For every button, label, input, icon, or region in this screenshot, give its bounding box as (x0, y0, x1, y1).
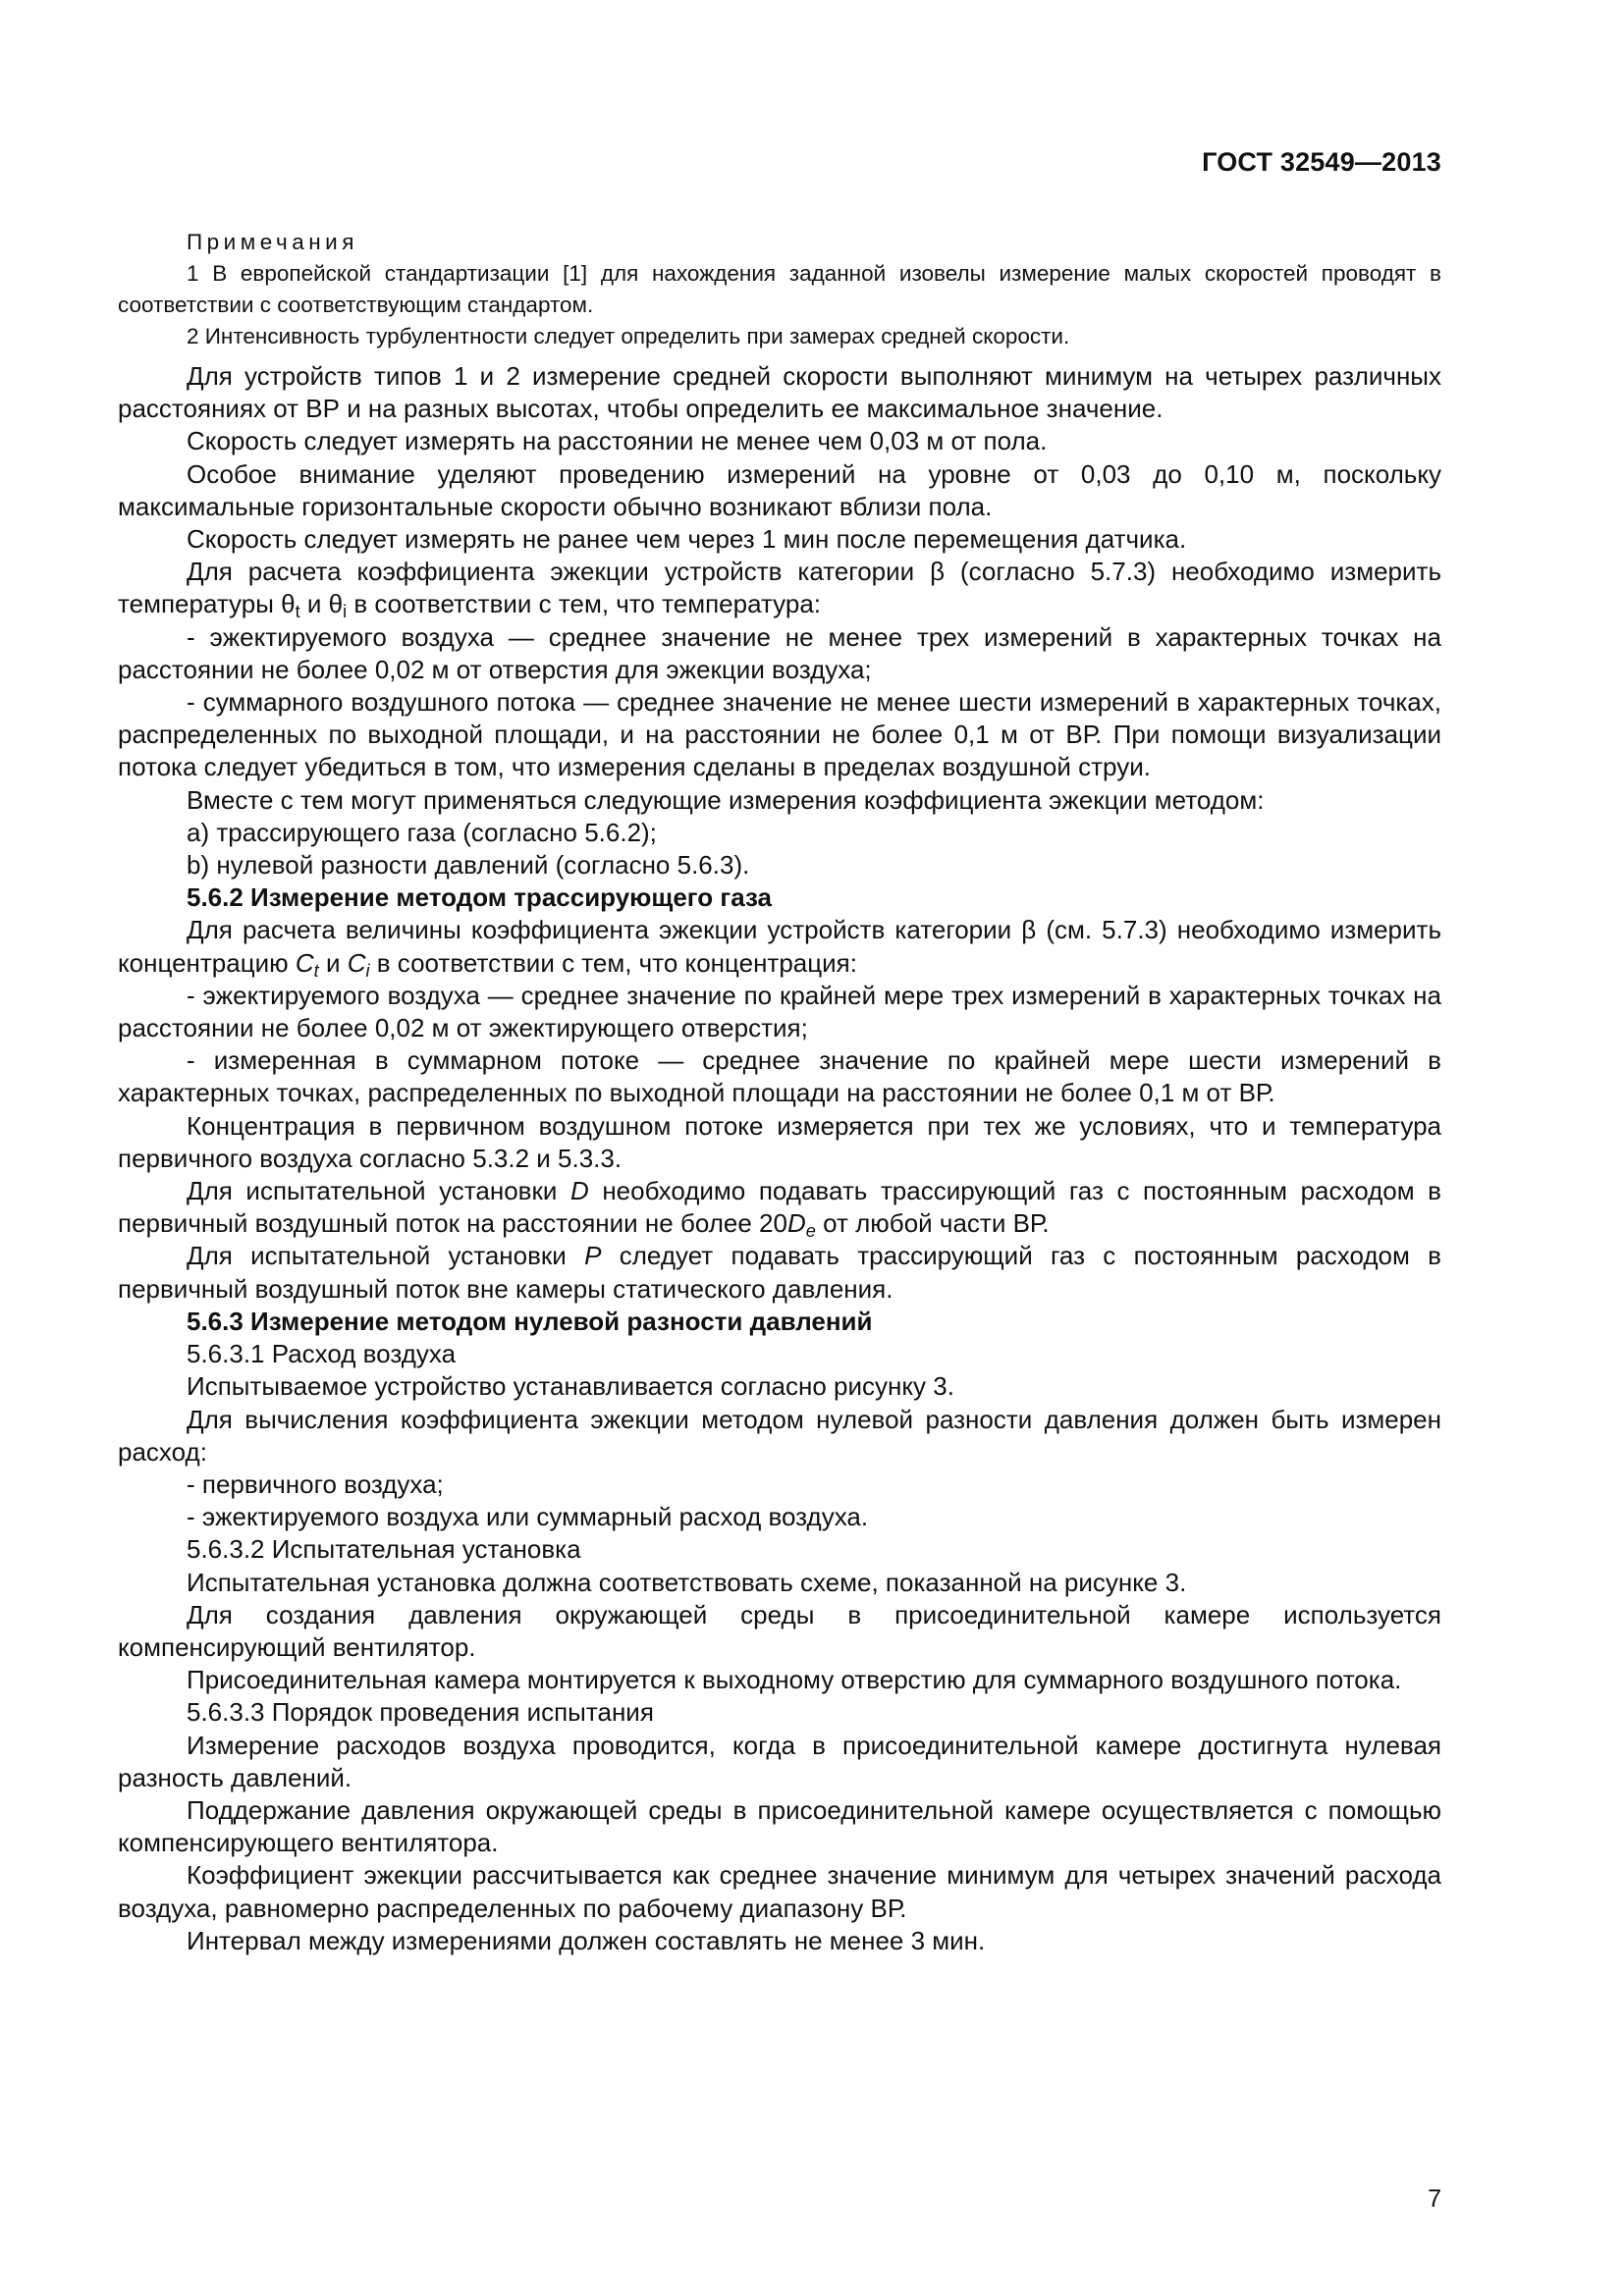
paragraph: - измеренная в суммарном потоке — среднее значение по крайней мере шести измерений в характерных точках, распределенных по выходной площади на расстоянии не более 0,1 м от ВР. (118, 1045, 1441, 1108)
paragraph-concentration: Для расчета величины коэффициента эжекции устройств категории β (см. 5.7.3) необходимо измерить концентрацию $C_t$ и $C_i$ в соответствии с тем, что концентрация: (118, 915, 1441, 981)
paragraph: - эжектируемого воздуха — среднее значение по крайней мере трех измерений в характерных точках на расстоянии не более 0,02 м от эжектирующего отверстия; (118, 980, 1441, 1043)
list-item: - эжектируемого воздуха или суммарный расход воздуха. (187, 1502, 869, 1532)
paragraph: - эжектируемого воздуха — среднее значение не менее трех измерений в характерных точках на расстоянии не более 0,02 м от отверстия для эжекции воздуха; (118, 621, 1441, 684)
paragraph: Концентрация в первичном воздушном потоке измеряется при тех же условиях, что и температура первичного воздуха согласно 5.3.2 и 5.3.3. (118, 1110, 1441, 1173)
section-heading: 5.6.3 Измерение методом нулевой разности давлений (187, 1306, 873, 1336)
paragraph: Особое внимание уделяют проведению измерений на уровне от 0,03 до 0,10 м, поскольку максимальные горизонтальные скорости обычно возникают вблизи пола. (118, 458, 1441, 521)
list-item: - первичного воздуха; (187, 1468, 444, 1499)
document-number: ГОСТ 32549—2013 (1202, 147, 1441, 177)
paragraph: Измерение расходов воздуха проводится, когда в присоединительной камере достигнута нулевая разность давлений. (118, 1730, 1441, 1792)
paragraph: Присоединительная камера монтируется к выходному отверстию для суммарного воздушного потока. (187, 1665, 1402, 1695)
subsection-title: 5.6.3.1 Расход воздуха (187, 1339, 457, 1369)
paragraph: Скорость следует измерять не ранее чем через 1 мин после перемещения датчика. (187, 524, 1187, 555)
paragraph: Испытываемое устройство устанавливается согласно рисунку 3. (187, 1371, 954, 1402)
subsection-title: 5.6.3.3 Порядок проведения испытания (187, 1697, 654, 1728)
subsection-title: 5.6.3.2 Испытательная установка (187, 1534, 581, 1565)
paragraph: Вместе с тем могут применяться следующие измерения коэффициента эжекции методом: (187, 784, 1265, 815)
list-item: b) нулевой разности давлений (согласно 5.6.3). (187, 850, 750, 881)
note-item: 1 В европейской стандартизации [1] для нахождения заданной изовелы измерение малых скоростей проводят в соответствии с соответствующим стандартом. (118, 261, 1441, 317)
paragraph: Скорость следует измерять на расстоянии не менее чем 0,03 м от пола. (187, 426, 1048, 456)
paragraph-setup-p: Для испытательной установки P следует подавать трассирующий газ с постоянным расходом в первичный воздушный поток вне камеры статического давления. (118, 1241, 1441, 1304)
paragraph: - суммарного воздушного потока — среднее значение не менее шести измерений в характерных точках, распределенных по выходной площади, и на расстоянии не более 0,1 м от ВР. При помощи визуализации потока следует убедиться в том, что измерения сделаны в пределах воздушной струи. (118, 687, 1441, 782)
notes-title: Примечания (187, 230, 358, 254)
paragraph: Интервал между измерениями должен составлять не менее 3 мин. (187, 1925, 986, 1955)
list-item: а) трассирующего газа (согласно 5.6.2); (187, 817, 657, 847)
note-item: 2 Интенсивность турбулентности следует определить при замерах средней скорости. (187, 324, 1070, 348)
paragraph: Поддержание давления окружающей среды в присоединительной камере осуществляется с помощью компенсирующего вентилятора. (118, 1794, 1441, 1858)
document-body (118, 360, 1441, 1957)
section-heading: 5.6.2 Измерение методом трассирующего газа (187, 882, 773, 913)
paragraph: Испытательная установка должна соответствовать схеме, показанной на рисунке 3. (187, 1567, 1187, 1597)
paragraph: Для вычисления коэффициента эжекции методом нулевой разности давления должен быть измерен расход: (118, 1404, 1441, 1467)
paragraph: Для устройств типов 1 и 2 измерение средней скорости выполняют минимум на четырех различных расстояниях от ВР и на разных высотах, чтобы определить ее максимальное значение. (118, 361, 1441, 424)
paragraph-temperatures: Для расчета коэффициента эжекции устройств категории β (согласно 5.7.3) необходимо измерить температуры $\theta_t$ и $\theta_i$ в соответствии с тем, что температура: (118, 557, 1441, 622)
notes-block (118, 227, 1441, 352)
paragraph: Коэффициент эжекции рассчитывается как среднее значение минимум для четырех значений расхода воздуха, равномерно распределенных по рабочему диапазону ВР. (118, 1860, 1441, 1923)
paragraph-setup-d: Для испытательной установки D необходимо подавать трассирующий газ с постоянным расходом в первичный воздушный поток на расстоянии не более $20D_e$ от любой части ВР. (118, 1176, 1441, 1242)
paragraph: Для создания давления окружающей среды в присоединительной камере используется компенсирующий вентилятор. (118, 1599, 1441, 1662)
page-number: 7 (1428, 2185, 1441, 2213)
